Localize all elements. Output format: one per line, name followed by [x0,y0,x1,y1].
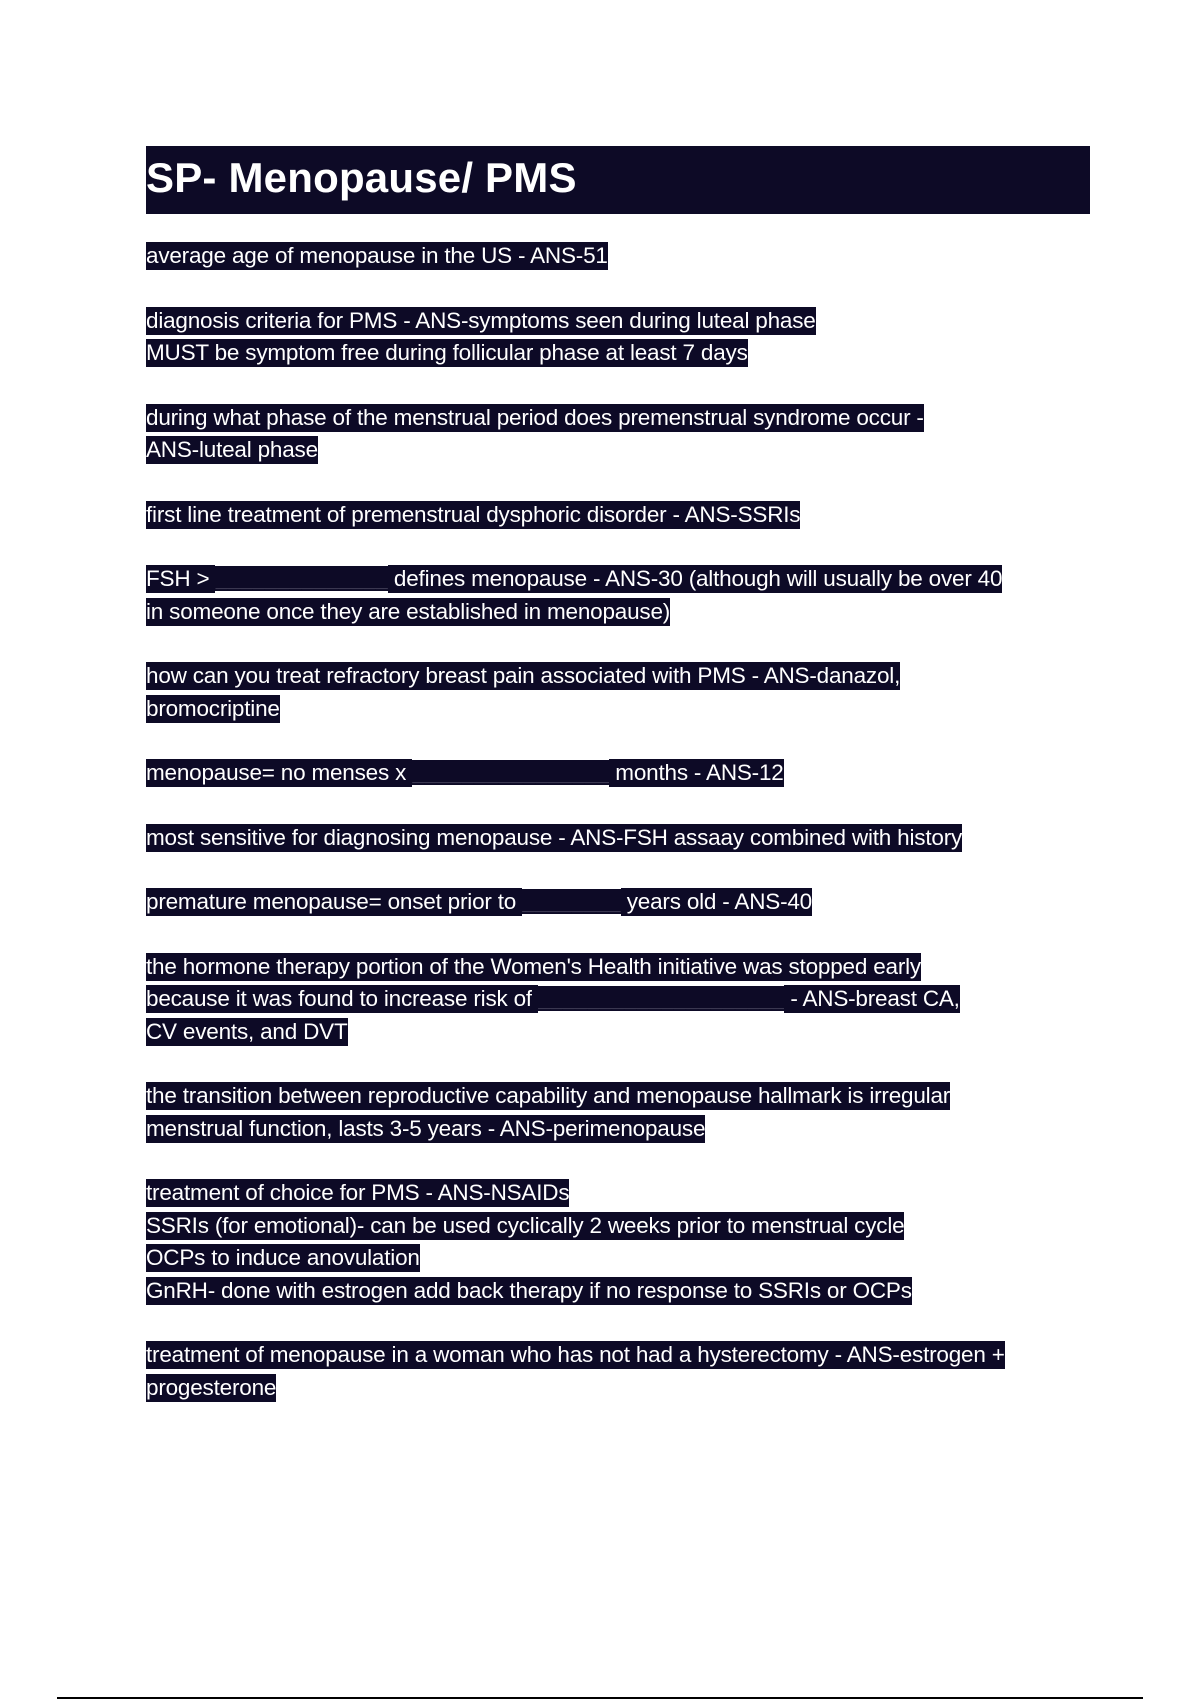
item-text: menstrual function, lasts 3-5 years - ANS-perimenopause [146,1115,706,1141]
item-text: SSRIs (for emotional)- can be used cyclically 2 weeks prior to menstrual cycle [146,1212,905,1238]
item-text: CV events, and DVT [146,1018,348,1044]
fill-in-blank: ________ [522,889,621,914]
fill-in-blank: ________________ [412,760,610,785]
item-text: OCPs to induce anovulation [146,1245,420,1270]
list-item [146,822,1096,855]
footer-divider [57,1697,1143,1699]
item-text: years old - ANS-40 [626,889,812,914]
item-text: MUST be symptom free during follicular phase at least 7 days [146,340,748,365]
list-item [146,1177,1096,1307]
item-text: in someone once they are established in menopause) [146,598,671,624]
item-text: how can you treat refractory breast pain associated with PMS - ANS-danazol, [146,663,901,688]
item-text: menopause= no menses x [146,760,407,785]
item-text: during what phase of the menstrual period does premenstrual syndrome occur - [146,404,924,430]
list-item [146,305,1096,370]
item-text: ANS-luteal phase [146,437,318,462]
item-text: GnRH- done with estrogen add back therapy if no response to SSRIs or OCPs [146,1277,912,1303]
list-item [146,757,1096,790]
list-item [146,660,1096,725]
item-text: first line treatment of premenstrual dysphoric disorder - ANS-SSRIs [146,501,801,527]
list-item [146,240,1096,273]
flashcard-list [146,240,1096,1436]
item-text: average age of menopause in the US - ANS-51 [146,243,608,268]
item-text: treatment of menopause in a woman who has not had a hysterectomy - ANS-estrogen + [146,1342,1005,1367]
item-text: treatment of choice for PMS - ANS-NSAIDs [146,1180,570,1205]
list-item [146,563,1096,628]
item-text: defines menopause - ANS-30 (although will usually be over 40 [393,566,1003,591]
item-text: - ANS-breast CA, [790,986,960,1011]
list-item [146,1080,1096,1145]
list-item [146,402,1096,467]
fill-in-blank: ____________________ [538,986,785,1011]
list-item [146,499,1096,532]
list-item [146,1339,1096,1404]
item-text: the transition between reproductive capability and menopause hallmark is irregular [146,1083,951,1108]
item-text: the hormone therapy portion of the Women's Health initiative was stopped early [146,953,921,979]
item-text: diagnosis criteria for PMS - ANS-symptoms seen during luteal phase [146,307,816,333]
list-item [146,951,1096,1049]
item-text: FSH > [146,566,210,591]
item-text: progesterone [146,1374,277,1400]
item-text: premature menopause= onset prior to [146,889,517,914]
list-item [146,886,1096,919]
page-title: SP- Menopause/ PMS [146,154,577,201]
item-text: because it was found to increase risk of [146,986,532,1011]
item-text: bromocriptine [146,695,280,721]
fill-in-blank: ______________ [215,566,388,591]
title-bar [146,146,1090,214]
item-text: months - ANS-12 [615,760,784,785]
item-text: most sensitive for diagnosing menopause - ANS-FSH assaay combined with history [146,824,963,850]
